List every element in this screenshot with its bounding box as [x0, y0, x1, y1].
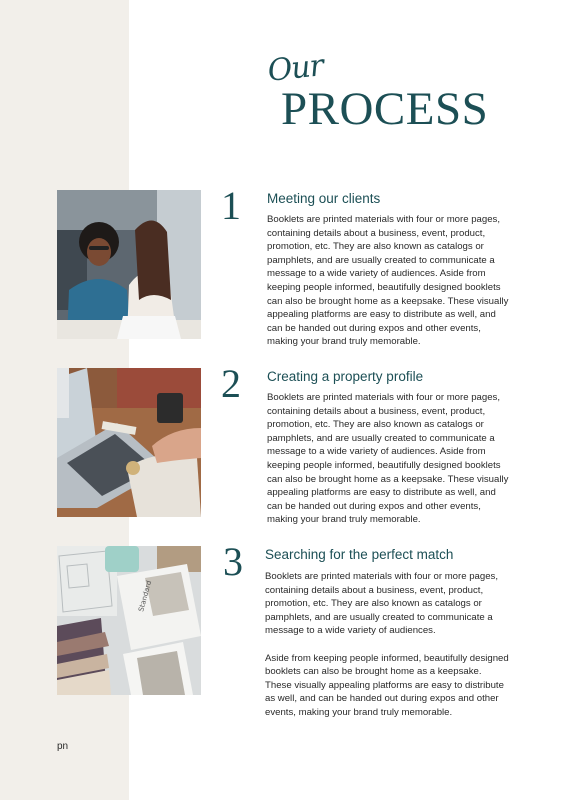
photo-material-swatches [57, 546, 201, 695]
step-paragraph: Aside from keeping people informed, beautifully designed booklets can also be brought home as a keepsake. These visually appealing platforms are easy to distribute as well, and can be handed out during expos and other events, making your brand truly memorable. [265, 652, 509, 718]
step-paragraph: Booklets are printed materials with four or more pages, containing details about a business, event, product, promotion, etc. They are also known as catalogs or pamphlets, and are usually created to communicate a message to a wide variety of audiences. [265, 571, 499, 637]
step-heading-1: Meeting our clients [267, 191, 381, 206]
step-paragraph: Booklets are printed materials with four or more pages, containing details about a business, event, product, promotion, etc. They are also known as catalogs or pamphlets, and are usually created to communicate a message to a wide variety of audiences. Aside from keeping people informed, beautifully designed booklets can also be brought home as a keepsake. These visually appealing platforms are easy to distribute as well, and can be handed out during expos and other events, making your brand truly memorable. [267, 214, 509, 348]
step-number-2: 2 [221, 361, 241, 406]
step-body-3 [265, 570, 509, 720]
step-number-3: 3 [223, 539, 243, 584]
step-heading-2: Creating a property profile [267, 369, 424, 384]
swatch-label: Standard [137, 579, 154, 613]
step-body-2 [267, 391, 511, 527]
page-number: pn [57, 741, 69, 752]
step-body-1 [267, 213, 511, 349]
title-script: Our [266, 48, 325, 89]
step-number-1: 1 [221, 183, 241, 228]
page-title: PROCESS [281, 83, 489, 135]
step-paragraph: Booklets are printed materials with four or more pages, containing details about a business, event, product, promotion, etc. They are also known as catalogs or pamphlets, and are usually created to communicate a message to a wide variety of audiences. Aside from keeping people informed, beautifully designed booklets can also be brought home as a keepsake. These visually appealing platforms are easy to distribute as well, and can be handed out during expos and other events, making your brand truly memorable. [267, 392, 509, 526]
photo-meeting-clients [57, 190, 201, 339]
photo-laptop-desk [57, 368, 201, 517]
step-heading-3: Searching for the perfect match [265, 547, 454, 562]
